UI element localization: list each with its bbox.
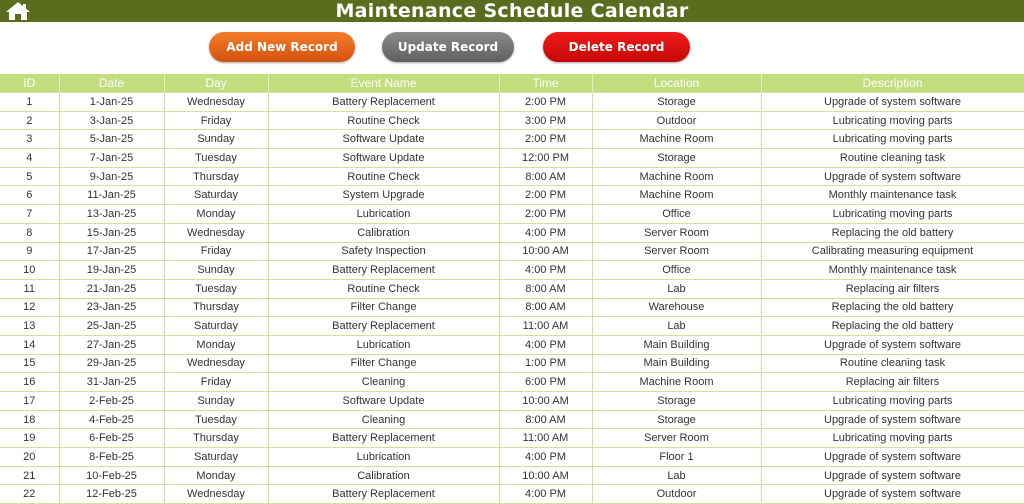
cell-event-name[interactable]: Calibration [268, 466, 499, 485]
cell-day[interactable]: Wednesday [164, 93, 268, 112]
table-row[interactable] [0, 223, 1024, 242]
cell-date[interactable]: 31-Jan-25 [59, 373, 164, 392]
cell-event-name[interactable]: Routine Check [268, 111, 499, 130]
table-row[interactable] [0, 410, 1024, 429]
table-row[interactable] [0, 279, 1024, 298]
column-header-date[interactable]: Date [59, 74, 164, 93]
cell-date[interactable]: 10-Feb-25 [59, 466, 164, 485]
cell-location[interactable]: Lab [592, 317, 761, 336]
cell-date[interactable]: 6-Feb-25 [59, 429, 164, 448]
cell-event-name[interactable]: Battery Replacement [268, 261, 499, 280]
cell-time[interactable]: 8:00 AM [499, 167, 592, 186]
table-row[interactable] [0, 93, 1024, 112]
cell-date[interactable]: 29-Jan-25 [59, 354, 164, 373]
cell-day[interactable]: Wednesday [164, 223, 268, 242]
cell-time[interactable]: 10:00 AM [499, 242, 592, 261]
cell-time[interactable]: 4:00 PM [499, 335, 592, 354]
cell-time[interactable]: 10:00 AM [499, 392, 592, 411]
cell-day[interactable]: Friday [164, 111, 268, 130]
cell-day[interactable]: Wednesday [164, 354, 268, 373]
cell-id[interactable]: 10 [0, 261, 59, 280]
table-row[interactable] [0, 373, 1024, 392]
cell-day[interactable]: Friday [164, 242, 268, 261]
table-row[interactable] [0, 317, 1024, 336]
cell-time[interactable]: 2:00 PM [499, 186, 592, 205]
cell-day[interactable]: Monday [164, 466, 268, 485]
table-row[interactable] [0, 167, 1024, 186]
cell-description[interactable]: Upgrade of system software [761, 335, 1024, 354]
cell-time[interactable]: 6:00 PM [499, 373, 592, 392]
cell-location[interactable]: Storage [592, 93, 761, 112]
table-row[interactable] [0, 354, 1024, 373]
cell-description[interactable]: Monthly maintenance task [761, 186, 1024, 205]
cell-day[interactable]: Thursday [164, 167, 268, 186]
cell-id[interactable]: 5 [0, 167, 59, 186]
table-row[interactable] [0, 130, 1024, 149]
cell-id[interactable]: 2 [0, 111, 59, 130]
cell-description[interactable]: Replacing the old battery [761, 317, 1024, 336]
cell-event-name[interactable]: Battery Replacement [268, 317, 499, 336]
cell-description[interactable]: Upgrade of system software [761, 167, 1024, 186]
column-header-location[interactable]: Location [592, 74, 761, 93]
column-header-time[interactable]: Time [499, 74, 592, 93]
cell-day[interactable]: Saturday [164, 317, 268, 336]
cell-day[interactable]: Saturday [164, 448, 268, 467]
cell-time[interactable]: 11:00 AM [499, 429, 592, 448]
cell-event-name[interactable]: Lubrication [268, 205, 499, 224]
cell-id[interactable]: 8 [0, 223, 59, 242]
cell-time[interactable]: 2:00 PM [499, 130, 592, 149]
cell-description[interactable]: Replacing the old battery [761, 223, 1024, 242]
table-body [0, 93, 1024, 504]
cell-date[interactable]: 12-Feb-25 [59, 485, 164, 504]
cell-time[interactable]: 11:00 AM [499, 317, 592, 336]
cell-description[interactable]: Upgrade of system software [761, 410, 1024, 429]
cell-day[interactable]: Sunday [164, 130, 268, 149]
cell-description[interactable]: Upgrade of system software [761, 466, 1024, 485]
cell-location[interactable]: Storage [592, 149, 761, 168]
cell-event-name[interactable]: System Upgrade [268, 186, 499, 205]
cell-date[interactable]: 4-Feb-25 [59, 410, 164, 429]
cell-id[interactable]: 4 [0, 149, 59, 168]
cell-date[interactable]: 27-Jan-25 [59, 335, 164, 354]
cell-date[interactable]: 17-Jan-25 [59, 242, 164, 261]
table-row[interactable] [0, 261, 1024, 280]
cell-day[interactable]: Monday [164, 205, 268, 224]
cell-location[interactable]: Server Room [592, 242, 761, 261]
table-row[interactable] [0, 429, 1024, 448]
cell-date[interactable]: 8-Feb-25 [59, 448, 164, 467]
cell-id[interactable]: 13 [0, 317, 59, 336]
cell-id[interactable]: 12 [0, 298, 59, 317]
cell-description[interactable]: Monthly maintenance task [761, 261, 1024, 280]
table-row[interactable] [0, 242, 1024, 261]
cell-event-name[interactable]: Software Update [268, 130, 499, 149]
delete-record-button[interactable]: Delete Record [543, 32, 690, 62]
cell-day[interactable]: Tuesday [164, 410, 268, 429]
cell-event-name[interactable]: Battery Replacement [268, 429, 499, 448]
cell-event-name[interactable]: Lubrication [268, 335, 499, 354]
cell-id[interactable]: 20 [0, 448, 59, 467]
cell-location[interactable]: Main Building [592, 354, 761, 373]
cell-date[interactable]: 25-Jan-25 [59, 317, 164, 336]
cell-event-name[interactable]: Filter Change [268, 354, 499, 373]
cell-day[interactable]: Sunday [164, 261, 268, 280]
cell-time[interactable]: 4:00 PM [499, 448, 592, 467]
cell-event-name[interactable]: Routine Check [268, 279, 499, 298]
cell-location[interactable]: Storage [592, 392, 761, 411]
cell-id[interactable]: 16 [0, 373, 59, 392]
cell-description[interactable]: Lubricating moving parts [761, 429, 1024, 448]
table-row[interactable] [0, 205, 1024, 224]
cell-date[interactable]: 2-Feb-25 [59, 392, 164, 411]
cell-location[interactable]: Server Room [592, 223, 761, 242]
cell-id[interactable]: 14 [0, 335, 59, 354]
cell-id[interactable]: 15 [0, 354, 59, 373]
cell-id[interactable]: 7 [0, 205, 59, 224]
cell-id[interactable]: 11 [0, 279, 59, 298]
cell-id[interactable]: 19 [0, 429, 59, 448]
cell-event-name[interactable]: Battery Replacement [268, 485, 499, 504]
cell-time[interactable]: 8:00 AM [499, 298, 592, 317]
cell-location[interactable]: Outdoor [592, 485, 761, 504]
cell-location[interactable]: Office [592, 205, 761, 224]
cell-date[interactable]: 21-Jan-25 [59, 279, 164, 298]
cell-day[interactable]: Thursday [164, 298, 268, 317]
cell-time[interactable]: 4:00 PM [499, 223, 592, 242]
cell-location[interactable]: Machine Room [592, 373, 761, 392]
cell-description[interactable]: Routine cleaning task [761, 149, 1024, 168]
cell-description[interactable]: Replacing air filters [761, 373, 1024, 392]
cell-description[interactable]: Lubricating moving parts [761, 130, 1024, 149]
cell-id[interactable]: 9 [0, 242, 59, 261]
cell-location[interactable]: Server Room [592, 429, 761, 448]
table-row[interactable] [0, 298, 1024, 317]
cell-time[interactable]: 4:00 PM [499, 485, 592, 504]
cell-day[interactable]: Tuesday [164, 279, 268, 298]
cell-date[interactable]: 3-Jan-25 [59, 111, 164, 130]
cell-id[interactable]: 1 [0, 93, 59, 112]
cell-description[interactable]: Routine cleaning task [761, 354, 1024, 373]
cell-location[interactable]: Outdoor [592, 111, 761, 130]
cell-day[interactable]: Monday [164, 335, 268, 354]
cell-day[interactable]: Saturday [164, 186, 268, 205]
table-row[interactable] [0, 186, 1024, 205]
cell-date[interactable]: 23-Jan-25 [59, 298, 164, 317]
title-bar [0, 0, 1024, 22]
cell-location[interactable]: Lab [592, 279, 761, 298]
cell-date[interactable]: 7-Jan-25 [59, 149, 164, 168]
cell-day[interactable]: Thursday [164, 429, 268, 448]
cell-event-name[interactable]: Cleaning [268, 410, 499, 429]
schedule-table [0, 74, 1024, 504]
cell-id[interactable]: 22 [0, 485, 59, 504]
cell-date[interactable]: 11-Jan-25 [59, 186, 164, 205]
cell-description[interactable]: Lubricating moving parts [761, 111, 1024, 130]
table-row[interactable] [0, 485, 1024, 504]
cell-id[interactable]: 3 [0, 130, 59, 149]
cell-event-name[interactable]: Calibration [268, 223, 499, 242]
add-new-record-button[interactable]: Add New Record [209, 32, 355, 62]
table-row[interactable] [0, 448, 1024, 467]
cell-id[interactable]: 18 [0, 410, 59, 429]
cell-time[interactable]: 2:00 PM [499, 205, 592, 224]
cell-date[interactable]: 15-Jan-25 [59, 223, 164, 242]
cell-description[interactable]: Replacing the old battery [761, 298, 1024, 317]
cell-time[interactable]: 8:00 AM [499, 410, 592, 429]
column-header-event-name[interactable]: Event Name [268, 74, 499, 93]
cell-description[interactable]: Lubricating moving parts [761, 205, 1024, 224]
cell-location[interactable]: Floor 1 [592, 448, 761, 467]
cell-description[interactable]: Lubricating moving parts [761, 392, 1024, 411]
cell-description[interactable]: Upgrade of system software [761, 93, 1024, 112]
column-header-day[interactable]: Day [164, 74, 268, 93]
cell-location[interactable]: Storage [592, 410, 761, 429]
cell-time[interactable]: 2:00 PM [499, 93, 592, 112]
column-header-description[interactable]: Description [761, 74, 1024, 93]
table-row[interactable] [0, 111, 1024, 130]
cell-location[interactable]: Office [592, 261, 761, 280]
cell-id[interactable]: 6 [0, 186, 59, 205]
cell-id[interactable]: 21 [0, 466, 59, 485]
cell-date[interactable]: 13-Jan-25 [59, 205, 164, 224]
cell-date[interactable]: 5-Jan-25 [59, 130, 164, 149]
cell-time[interactable]: 10:00 AM [499, 466, 592, 485]
table-row[interactable] [0, 149, 1024, 168]
cell-description[interactable]: Replacing air filters [761, 279, 1024, 298]
cell-location[interactable]: Lab [592, 466, 761, 485]
cell-description[interactable]: Upgrade of system software [761, 448, 1024, 467]
cell-location[interactable]: Main Building [592, 335, 761, 354]
table-row[interactable] [0, 335, 1024, 354]
cell-time[interactable]: 1:00 PM [499, 354, 592, 373]
cell-location[interactable]: Machine Room [592, 186, 761, 205]
cell-day[interactable]: Friday [164, 373, 268, 392]
cell-event-name[interactable]: Battery Replacement [268, 93, 499, 112]
page-title: Maintenance Schedule Calendar [335, 0, 689, 22]
cell-event-name[interactable]: Software Update [268, 149, 499, 168]
cell-id[interactable]: 17 [0, 392, 59, 411]
table-header-row [0, 74, 1024, 93]
cell-date[interactable]: 9-Jan-25 [59, 167, 164, 186]
column-header-id[interactable]: ID [0, 74, 59, 93]
cell-location[interactable]: Machine Room [592, 167, 761, 186]
update-record-button[interactable]: Update Record [382, 32, 514, 62]
cell-day[interactable]: Tuesday [164, 149, 268, 168]
cell-event-name[interactable]: Routine Check [268, 167, 499, 186]
cell-location[interactable]: Machine Room [592, 130, 761, 149]
cell-date[interactable]: 1-Jan-25 [59, 93, 164, 112]
table-row[interactable] [0, 466, 1024, 485]
cell-time[interactable]: 12:00 PM [499, 149, 592, 168]
cell-event-name[interactable]: Safety Inspection [268, 242, 499, 261]
cell-time[interactable]: 4:00 PM [499, 261, 592, 280]
cell-day[interactable]: Wednesday [164, 485, 268, 504]
cell-location[interactable]: Warehouse [592, 298, 761, 317]
cell-event-name[interactable]: Software Update [268, 392, 499, 411]
cell-date[interactable]: 19-Jan-25 [59, 261, 164, 280]
cell-description[interactable]: Calibrating measuring equipment [761, 242, 1024, 261]
cell-time[interactable]: 8:00 AM [499, 279, 592, 298]
cell-day[interactable]: Sunday [164, 392, 268, 411]
cell-time[interactable]: 3:00 PM [499, 111, 592, 130]
cell-event-name[interactable]: Cleaning [268, 373, 499, 392]
cell-description[interactable]: Upgrade of system software [761, 485, 1024, 504]
cell-event-name[interactable]: Filter Change [268, 298, 499, 317]
cell-event-name[interactable]: Lubrication [268, 448, 499, 467]
table-row[interactable] [0, 392, 1024, 411]
